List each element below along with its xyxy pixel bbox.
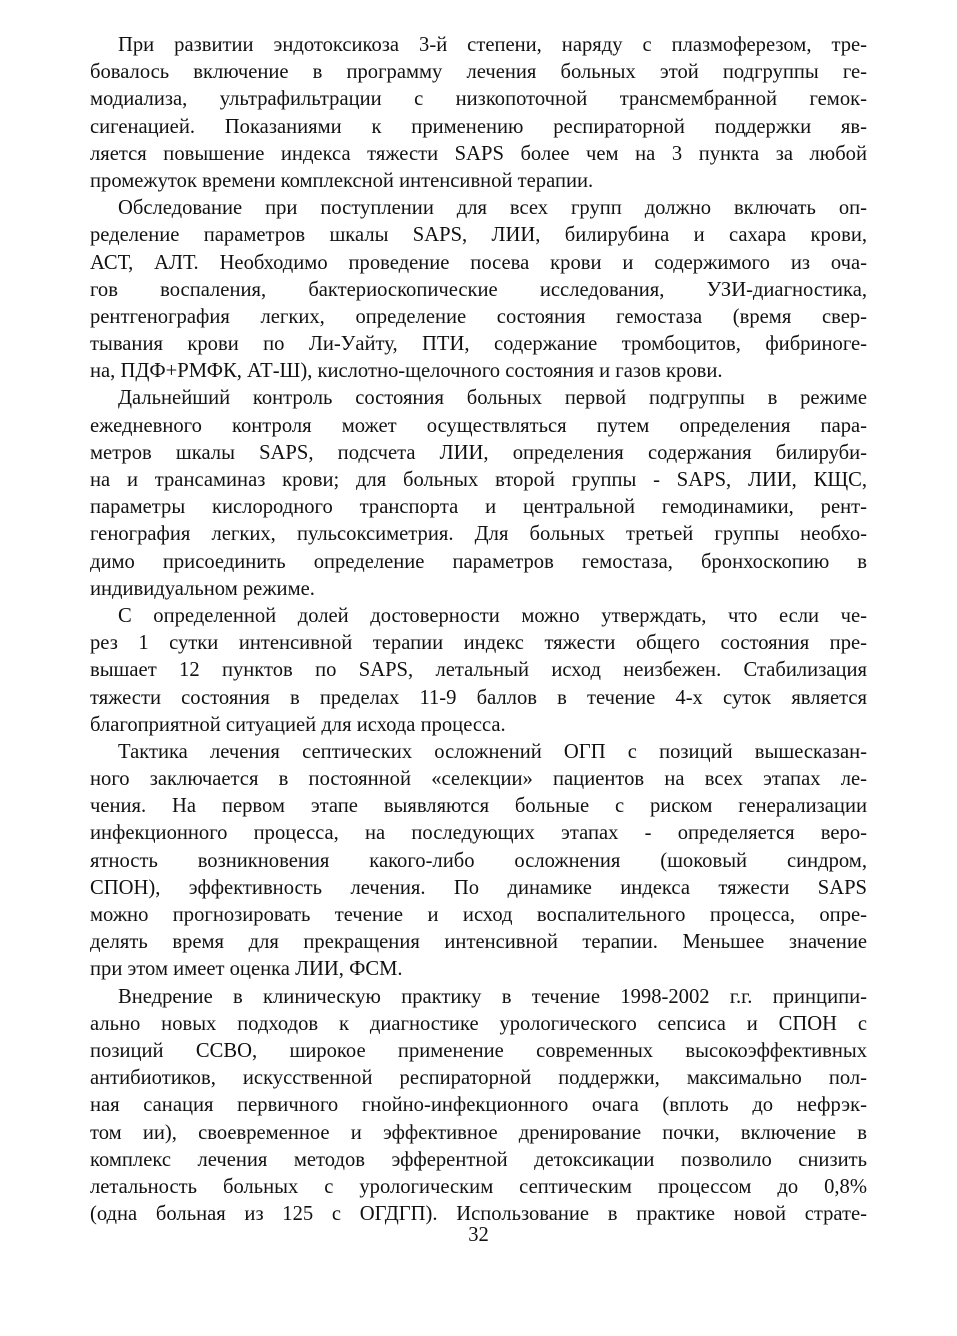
text-line: вышает 12 пунктов по SAPS, летальный исход неизбежен. Стабилизация [90,659,867,682]
text-line: рез 1 сутки интенсивной терапии индекс тяжести общего состояния пре- [90,632,867,655]
text-line: ятность возникновения какого-либо осложнения (шоковый синдром, [90,849,867,872]
text-line: индивидуальном режиме. [90,577,315,600]
text-line: бовалось включение в программу лечения больных этой подгруппы ге- [90,61,867,84]
text-line: ная санация первичного гнойно-инфекционного очага (вплоть до нефрэк- [90,1094,867,1117]
text-line: Дальнейший контроль состояния больных первой подгруппы в режиме [118,387,867,410]
text-line: ежедневного контроля может осуществляться путем определения пара- [90,414,867,437]
text-line: делять время для прекращения интенсивной терапии. Меньшее значение [90,931,867,954]
text-line: чения. На первом этапе выявляются больные с риском генерализации [90,795,867,818]
text-line: димо присоединить определение параметров гемостаза, бронхоскопию в [90,550,867,573]
text-line: позиций ССВО, широкое применение современных высокоэффективных [90,1039,867,1062]
text-line: метров шкалы SAPS, подсчета ЛИИ, определения содержания билируби- [90,441,867,464]
text-line: (одна больная из 125 с ОГДГП). Использование в практике новой страте- [90,1203,867,1226]
text-line: гов воспаления, бактериоскопические исследования, УЗИ-диагностика, [90,278,867,301]
text-line: антибиотиков, искусственной респираторной поддержки, максимально пол- [90,1067,867,1090]
text-line: ределение параметров шкалы SAPS, ЛИИ, билирубина и сахара крови, [90,224,867,247]
text-line: том ии), своевременное и эффективное дренирование почки, включение в [90,1121,867,1144]
text-line: можно прогнозировать течение и исход воспалительного процесса, опре- [90,904,867,926]
text-line: ного заключается в постоянной «селекции» пациентов на всех этапах ле- [90,768,867,791]
text-line: комплекс лечения методов эфферентной детоксикации позволило снизить [90,1148,867,1171]
text-line: ально новых подходов к диагностике урологического сепсиса и СПОН с [90,1012,867,1035]
text-line: сигенацией. Показаниями к применению респираторной поддержки яв- [90,115,867,138]
text-line: тывания крови по Ли-Уайту, ПТИ, содержание тромбоцитов, фибриноге- [90,333,867,356]
page-number: 32 [468,1224,489,1246]
text-line: инфекционного процесса, на последующих этапах - определяется веро- [90,822,867,845]
text-line: при этом имеет оценка ЛИИ, ФСМ. [90,958,403,981]
text-line: тяжести состояния в пределах 11-9 баллов в течение 4-х суток является [90,686,867,709]
text-line: Тактика лечения септических осложнений ОГП с позиций вышесказан- [118,740,867,763]
body-text [90,32,867,1228]
text-line: летальность больных с урологическим септическим процессом до 0,8% [90,1175,867,1198]
text-line: Обследование при поступлении для всех групп должно включать оп- [118,197,867,220]
text-line: промежуток времени комплексной интенсивной терапии. [90,169,594,192]
text-line: на, ПДФ+РМФК, АТ-Ш), кислотно-щелочного состояния и газов крови. [90,360,723,383]
text-line: АСТ, АЛТ. Необходимо проведение посева крови и содержимого из оча- [90,251,867,274]
text-line: Внедрение в клиническую практику в течение 1998-2002 г.г. принципи- [118,985,867,1008]
text-line: рентгенография легких, определение состояния гемостаза (время свер- [90,305,867,328]
text-line: ляется повышение индекса тяжести SAPS более чем на 3 пункта за любой [90,142,867,165]
text-line: С определенной долей достоверности можно утверждать, что если че- [118,604,867,627]
text-line: СПОН), эффективность лечения. По динамике индекса тяжести SAPS [90,876,867,899]
text-line: При развитии эндотоксикоза 3-й степени, наряду с плазмоферезом, тре- [118,34,867,56]
text-line: генография легких, пульсоксиметрия. Для больных третьей группы необхо- [90,523,867,546]
text-line: на и трансаминаз крови; для больных второй группы - SAPS, ЛИИ, КЩС, [90,469,867,491]
text-line: благоприятной ситуацией для исхода процесса. [90,713,506,736]
text-line: параметры кислородного транспорта и центральной гемодинамики, рент- [90,496,867,519]
text-line: модиализа, ультрафильтрации с низкопоточной трансмембранной гемок- [90,88,867,111]
